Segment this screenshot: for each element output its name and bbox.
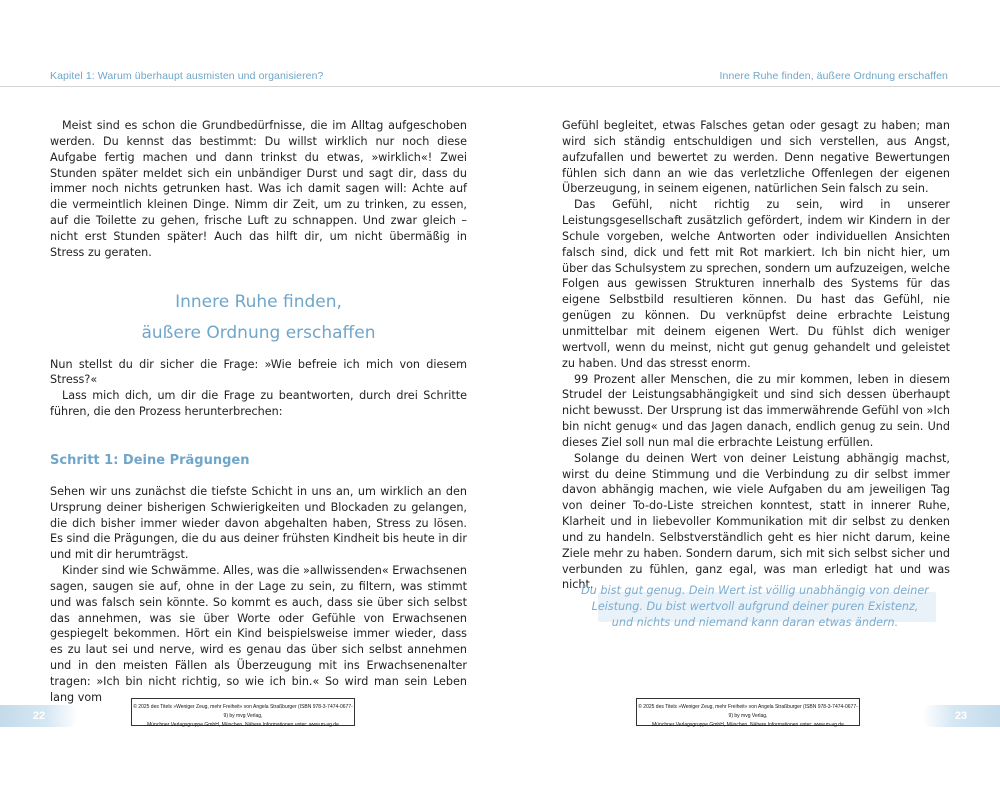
quote-line: und nichts und niemand kann daran etwas ändern. [611, 616, 899, 629]
page-number-right: 23 [922, 705, 1000, 727]
copyright-line: © 2025 des Titels »Weniger Zeug, mehr Freiheit« von Angela Straßburger (ISBN 978-3-7474-0677-9) by mvg Verlag, [638, 704, 858, 719]
paragraph: Nun stellst du dir sicher die Frage: »Wie befreie ich mich von diesem Stress?« [50, 357, 467, 387]
section-heading-line: Innere Ruhe finden, [175, 291, 342, 312]
paragraph: Sehen wir uns zunächst die tiefste Schicht in uns an, um wirklich an den Ursprung deiner bisherigen Schwierigkeiten und Blockaden zu gelangen, die dich bisher immer wieder davon abgehalten haben, Stress zu lösen. Es sind die Prägungen, die du aus deiner frühsten Kindheit bis heute in dir und mit dir herumträgst. [50, 484, 467, 562]
paragraph: Lass mich dich, um dir die Frage zu beantworten, durch drei Schritte führen, die den Prozess herunterbrechen: [50, 389, 467, 419]
quote-line: Leistung. Du bist wertvoll aufgrund deiner puren Existenz, [591, 600, 919, 613]
copyright-line: © 2025 des Titels »Weniger Zeug, mehr Freiheit« von Angela Straßburger (ISBN 978-3-7474-0677-9) by mvg Verlag, [133, 704, 353, 719]
page-number-left: 22 [0, 705, 78, 727]
pull-quote [580, 583, 930, 631]
running-head-left: Kapitel 1: Warum überhaupt ausmisten und organisieren? [50, 70, 324, 82]
section-heading [50, 287, 467, 349]
step-heading: Schritt 1: Deine Prägungen [50, 452, 250, 468]
right-page-column [562, 118, 950, 593]
paragraph: Solange du deinen Wert von deiner Leistung abhängig machst, wirst du deine Stimmung und die Verbindung zu dir selbst immer davon abhängig machen, wie viele Aufgaben du am jeweiligen Tag von deiner To-do-Liste streichen konntest, statt in innerer Ruhe, Klarheit und in liebevoller Kommunikation mit dir selbst zu denken und zu handeln. Selbstverständlich geht es hier nicht darum, keine Ziele mehr zu haben. Sondern darum, sich mit sich selbst sicher und verbunden zu fühlen, ganz egal, was man erledigt hat und was nicht. [562, 451, 950, 592]
paragraph: Meist sind es schon die Grundbedürfnisse, die im Alltag aufgeschoben werden. Du kennst das bestimmt: Du willst wirklich nur noch diese Aufgabe fertig machen und dann trinkst du etwas, »wirklich«! Zwei Stunden später meldet sich ein unbändiger Durst und sagt dir, dass du immer noch nichts getrunken hast. Was ich damit sagen will: Achte auf die vermeintlich kleinen Dinge. Nimm dir Zeit, um zu trinken, zu essen, auf die Toilette zu gehen, frische Luft zu schnappen. Und zwar gleich – nicht erst Stunden später! Auch das hilft dir, um nicht übermäßig in Stress zu geraten. [50, 119, 467, 259]
paragraph: Gefühl begleitet, etwas Falsches getan oder gesagt zu haben; man wird sich ständig entschuldigen und sich verstellen, aus Angst, aufzufallen und bewertet zu werden. Denn negative Bewertungen fühlen sich dann an wie das verletzliche Offenlegen der eigenen Überzeugung, in seinem eigenen, natürlichen Sein falsch zu sein. [562, 119, 950, 196]
header-rule [0, 86, 1000, 87]
running-head-right: Innere Ruhe finden, äußere Ordnung erschaffen [719, 70, 948, 82]
quote-line: Du bist gut genug. Dein Wert ist völlig unabhängig von deiner [581, 584, 929, 597]
section-heading-line: äußere Ordnung erschaffen [141, 322, 376, 343]
copyright-box-left [131, 698, 355, 726]
copyright-box-right [636, 698, 860, 726]
paragraph: Das Gefühl, nicht richtig zu sein, wird in unserer Leistungsgesellschaft zusätzlich gefördert, indem wir Kindern in der Schule vorgeben, welche Antworten oder individuellen Ansichten falsch sind, dick und fett mit Rot markiert. Ich bin nicht hier, um über das Schulsystem zu sprechen, sondern um aufzuzeigen, welche Folgen aus gewissen Strukturen innerhalb des Systems für das eigene Selbstbild resultieren können. Du hast das Gefühl, nie genügen zu können. Du verknüpfst deine erbrachte Leistung unmittelbar mit deinem eigenen Wert. Du fühlst dich weniger wertvoll, wenn du meinst, nicht gut genug gehandelt und geleistet zu haben. Und das stresst enorm. [562, 198, 950, 370]
paragraph: Kinder sind wie Schwämme. Alles, was die »allwissenden« Erwachsenen sagen, saugen sie auf, ohne in der Lage zu sein, zu filtern, was stimmt und was falsch sein könnte. So kommt es auch, dass sie über sich selbst das annehmen, was sie über Worte oder Gefühle von Erwachsenen gespiegelt bekommen. Hört ein Kind beispielsweise immer wieder, dass es zu laut sei und nerve, wird es genau das über sich selbst annehmen und in den meisten Fällen als Überzeugung mit ins Erwachsenenalter tragen: »Ich bin nicht richtig, so wie ich bin.« So wird man sein Leben lang vom [50, 564, 467, 704]
left-page-column [50, 118, 467, 706]
paragraph: 99 Prozent aller Menschen, die zu mir kommen, leben in diesem Strudel der Leistungsabhängigkeit und sind sich dessen überhaupt nicht bewusst. Der Ursprung ist das immerwährende Gefühl von »Ich bin nicht genug« und das Jagen danach, endlich genug zu sein. Und dieses Ziel soll nun mal die erbrachte Leistung erfüllen. [562, 372, 950, 449]
copyright-line: Münchner Verlagsgruppe GmbH, München. Nähere Informationen unter: www.m-vg.de [652, 722, 844, 728]
copyright-line: Münchner Verlagsgruppe GmbH, München. Nähere Informationen unter: www.m-vg.de [147, 722, 339, 728]
